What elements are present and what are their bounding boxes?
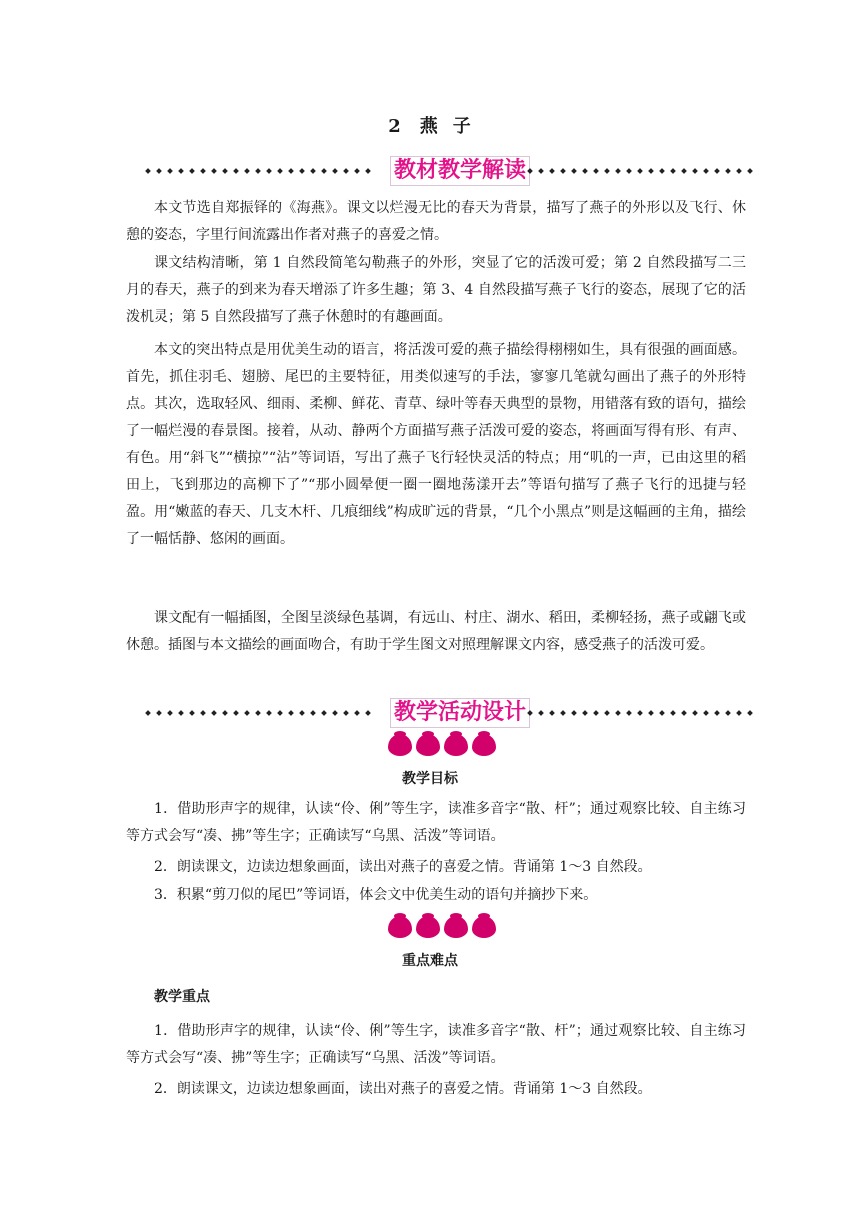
divider-dot <box>670 710 676 716</box>
divider-dot <box>365 168 371 174</box>
divider-dot <box>714 710 720 716</box>
divider-dot <box>189 710 195 716</box>
divider-dot <box>560 168 566 174</box>
paragraph-4: 课文配有一幅插图，全图呈淡绿色基调，有远山、村庄、湖水、稻田，柔柳轻扬，燕子或翩飞或休憩。插图与本文描绘的画面吻合，有助于学生图文对照理解课文内容，感受燕子的活泼可爱。 <box>126 610 746 653</box>
divider-dot <box>321 710 327 716</box>
key-points-subheading: 教学重点 <box>154 989 210 1005</box>
divider-dot <box>233 168 239 174</box>
divider-dot <box>244 168 250 174</box>
petal-icon <box>416 734 440 756</box>
divider-dot <box>747 710 753 716</box>
divider-dots-right <box>528 711 766 715</box>
divider-dot <box>527 710 533 716</box>
divider-dot <box>156 168 162 174</box>
lesson-title <box>0 112 860 138</box>
section-heading-1: 教材教学解读 <box>390 156 530 186</box>
divider-dot <box>332 710 338 716</box>
divider-dot <box>244 710 250 716</box>
lesson-number: 2 <box>388 116 402 137</box>
lesson-title-char-2: 子 <box>452 116 472 137</box>
paragraph-1: 本文节选自郑振铎的《海燕》。课文以烂漫无比的春天为背景，描写了燕子的外形以及飞行、休憩的姿态，字里行间流露出作者对燕子的喜爱之情。 <box>126 200 746 243</box>
divider-dot <box>637 710 643 716</box>
decorative-petals-2 <box>388 912 500 940</box>
divider-dot <box>145 710 151 716</box>
divider-dots-left <box>146 711 384 715</box>
divider-dot <box>725 710 731 716</box>
goal-3: 3．积累“剪刀似的尾巴”等词语，体会文中优美生动的语句并摘抄下来。 <box>154 887 598 903</box>
divider-dot <box>527 168 533 174</box>
divider-dot <box>681 710 687 716</box>
key-points-heading: 重点难点 <box>402 953 458 969</box>
divider-dot <box>681 168 687 174</box>
divider-dot <box>299 710 305 716</box>
lesson-title-char-1: 燕 <box>419 116 439 137</box>
divider-dot <box>703 710 709 716</box>
divider-dot <box>343 168 349 174</box>
divider-dot <box>299 168 305 174</box>
divider-dot <box>549 168 555 174</box>
divider-dot <box>670 168 676 174</box>
divider-dot <box>255 168 261 174</box>
divider-dot <box>178 168 184 174</box>
section-divider-2 <box>146 698 766 728</box>
divider-dot <box>626 168 632 174</box>
divider-dot <box>310 168 316 174</box>
divider-dot <box>288 168 294 174</box>
divider-dot <box>288 710 294 716</box>
divider-dot <box>167 168 173 174</box>
divider-dot <box>222 710 228 716</box>
divider-dot <box>747 168 753 174</box>
divider-dot <box>604 168 610 174</box>
divider-dot <box>233 710 239 716</box>
paragraph-3: 本文的突出特点是用优美生动的语言，将活泼可爱的燕子描绘得栩栩如生，具有很强的画面感。首先，抓住羽毛、翅膀、尾巴的主要特征，用类似速写的手法，寥寥几笔就勾画出了燕子的外形特点。其次，选取轻风、细雨、柔柳、鲜花、青草、绿叶等春天典型的景物，用错落有致的语句，描绘了一幅烂漫的春景图。接着，从动、静两个方面描写燕子活泼可爱的姿态，将画面写得有形、有声、有色。用“斜飞”“横掠”“沾”等词语，写出了燕子飞行轻快灵活的特点；用“叽的一声，已由这里的稻田上，飞到那边的高柳下了”“那小圆晕便一圈一圈地荡漾开去”等语句描写了燕子飞行的迅捷与轻盈。用“嫩蓝的春天、几支木杆、几痕细线”构成旷远的背景，“几个小黑点”则是这幅画的主角，描绘了一幅恬静、悠闲的画面。 <box>126 342 746 547</box>
divider-dot <box>321 168 327 174</box>
divider-dot <box>167 710 173 716</box>
divider-dot <box>736 168 742 174</box>
divider-dot <box>582 168 588 174</box>
divider-dot <box>659 168 665 174</box>
divider-dot <box>538 168 544 174</box>
divider-dot <box>310 710 316 716</box>
divider-dot <box>648 710 654 716</box>
divider-dot <box>736 710 742 716</box>
goal-1: 1．借助形声字的规律，认读“伶、俐”等生字，读准多音字“散、杆”；通过观察比较、自主练习等方式会写“凑、拂”等生字；正确读写“乌黑、活泼”等词语。 <box>126 801 746 844</box>
section-divider-1 <box>146 156 766 186</box>
divider-dot <box>593 168 599 174</box>
decorative-petals-1 <box>388 730 500 758</box>
divider-dot <box>626 710 632 716</box>
divider-dot <box>692 710 698 716</box>
divider-dot <box>615 168 621 174</box>
petal-icon <box>472 734 496 756</box>
key-point-2: 2．朗读课文，边读边想象画面，读出对燕子的喜爱之情。背诵第 1～3 自然段。 <box>154 1081 652 1097</box>
divider-dot <box>571 710 577 716</box>
divider-dot <box>659 710 665 716</box>
petal-icon <box>416 916 440 938</box>
divider-dot <box>571 168 577 174</box>
paragraph-2: 课文结构清晰，第 1 自然段简笔勾勒燕子的外形，突显了它的活泼可爱；第 2 自然段描写二三月的春天，燕子的到来为春天增添了许多生趣；第 3、4 自然段描写燕子飞行的姿态，展现了它的活泼机灵；第 5 自然段描写了燕子休憩时的有趣画面。 <box>126 255 746 325</box>
divider-dot <box>549 710 555 716</box>
divider-dot <box>332 168 338 174</box>
divider-dot <box>714 168 720 174</box>
divider-dot <box>637 168 643 174</box>
divider-dot <box>703 168 709 174</box>
divider-dot <box>365 710 371 716</box>
divider-dot <box>200 168 206 174</box>
divider-dot <box>145 168 151 174</box>
section-heading-2: 教学活动设计 <box>390 698 530 728</box>
goals-heading: 教学目标 <box>402 771 458 787</box>
divider-dot <box>277 168 283 174</box>
divider-dot <box>725 168 731 174</box>
divider-dot <box>266 710 272 716</box>
divider-dot <box>560 710 566 716</box>
divider-dot <box>593 710 599 716</box>
divider-dot <box>200 710 206 716</box>
divider-dot <box>156 710 162 716</box>
key-point-1: 1．借助形声字的规律，认读“伶、俐”等生字，读准多音字“散、杆”；通过观察比较、自主练习等方式会写“凑、拂”等生字；正确读写“乌黑、活泼”等词语。 <box>126 1023 746 1066</box>
divider-dot <box>277 710 283 716</box>
divider-dot <box>211 168 217 174</box>
goal-2: 2．朗读课文，边读边想象画面，读出对燕子的喜爱之情。背诵第 1～3 自然段。 <box>154 859 652 875</box>
divider-dots-left <box>146 169 384 173</box>
divider-dot <box>266 168 272 174</box>
divider-dot <box>343 710 349 716</box>
divider-dot <box>582 710 588 716</box>
petal-icon <box>444 734 468 756</box>
divider-dot <box>615 710 621 716</box>
divider-dot <box>692 168 698 174</box>
divider-dot <box>189 168 195 174</box>
divider-dot <box>222 168 228 174</box>
petal-icon <box>388 734 412 756</box>
divider-dot <box>354 168 360 174</box>
petal-icon <box>388 916 412 938</box>
divider-dot <box>538 710 544 716</box>
petal-icon <box>472 916 496 938</box>
divider-dot <box>178 710 184 716</box>
petal-icon <box>444 916 468 938</box>
divider-dot <box>604 710 610 716</box>
divider-dot <box>354 710 360 716</box>
divider-dot <box>648 168 654 174</box>
divider-dot <box>211 710 217 716</box>
divider-dots-right <box>528 169 766 173</box>
divider-dot <box>255 710 261 716</box>
